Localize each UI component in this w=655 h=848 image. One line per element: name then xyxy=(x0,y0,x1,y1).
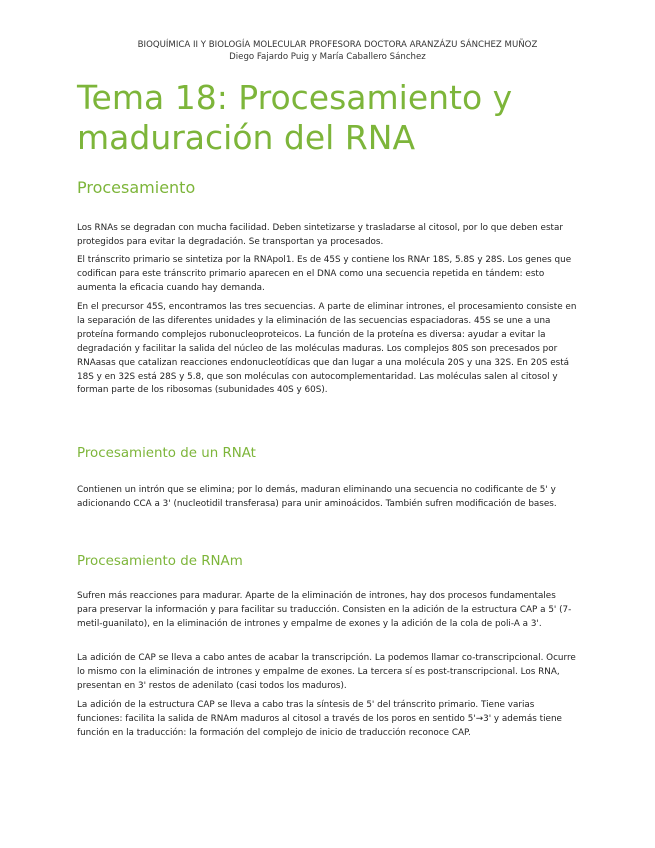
paragraph: La adición de CAP se lleva a cabo antes de acabar la transcripción. La podemos llamar co-transcripcional. Ocurre lo mismo con la eliminación de intrones y empalme de exones. La tercera sí es post-transcripcional. Los RNA, presentan en 3' restos de adenilato (casi todos los maduros). xyxy=(77,653,576,691)
page-title: Tema 18: Procesamiento y maduración del RNA xyxy=(77,78,513,157)
paragraph: Contienen un intrón que se elimina; por lo demás, maduran eliminando una secuencia no codificante de 5' y adicionando CCA a 3' (nucleotidil transferasa) para unir aminoácidos. También sufren modificación de bases. xyxy=(77,485,557,509)
header-authors-line: Diego Fajardo Puig y María Caballero Sánchez xyxy=(229,52,426,62)
paragraph: En el precursor 45S, encontramos las tres secuencias. A parte de eliminar intrones, el procesamiento consiste en la separación de las diferentes unidades y la eliminación de las secuencias espaciadoras. 45S se une a una proteína formando complejos rubonucleoproteicos. La función de la proteína es diversa: ayudar a evitar la degradación y facilitar la salida del núcleo de las moléculas maduras. Los complejos 80S son precesados por RNAasas que catalizan reacciones endonucleotídicas que dan lugar a una molécula 20S y una 32S. En 20S está 18S y en 32S está 28S y 5.8, que son moléculas con autocomplementaridad. Las moléculas salen al citosol y forman parte de los ribosomas (subunidades 40S y 60S). xyxy=(77,302,577,396)
section-heading-rnam: Procesamiento de RNAm xyxy=(77,554,243,569)
paragraph: La adición de la estructura CAP se lleva a cabo tras la síntesis de 5' del tránscrito primario. Tiene varias funciones: facilita la salida de RNAm maduros al citosol a través de los poros en sentido 5'→3' y además tiene función en la traducción: la formación del complejo de inicio de traducción reconoce CAP. xyxy=(77,700,562,738)
section-heading-procesamiento: Procesamiento xyxy=(77,178,196,197)
paragraph: Los RNAs se degradan con mucha facilidad. Deben sintetizarse y trasladarse al citosol, por lo que deben estar protegidos para evitar la degradación. Se transportan ya procesados. xyxy=(77,223,563,247)
paragraph: El tránscrito primario se sintetiza por la RNApol1. Es de 45S y contiene los RNAr 18S, 5.8S y 28S. Los genes que codifican para este tránscrito primario aparecen en el DNA como una secuencia repetida en tándem: esto aumenta la eficacia cuando hay demanda. xyxy=(77,255,572,293)
section-heading-rnat: Procesamiento de un RNAt xyxy=(77,446,256,461)
header-course-line: BIOQUÍMICA II Y BIOLOGÍA MOLECULAR PROFESORA DOCTORA ARANZÁZU SÁNCHEZ MUÑOZ xyxy=(137,40,538,50)
page-header xyxy=(0,39,655,63)
paragraph: Sufren más reacciones para madurar. Aparte de la eliminación de intrones, hay dos procesos fundamentales para preservar la información y para facilitar su traducción. Consisten en la adición de la estructura CAP a 5' (7-metil-guanilato), en la eliminación de intrones y empalme de exones y la adición de la cola de poli-A a 3'. xyxy=(77,591,572,629)
